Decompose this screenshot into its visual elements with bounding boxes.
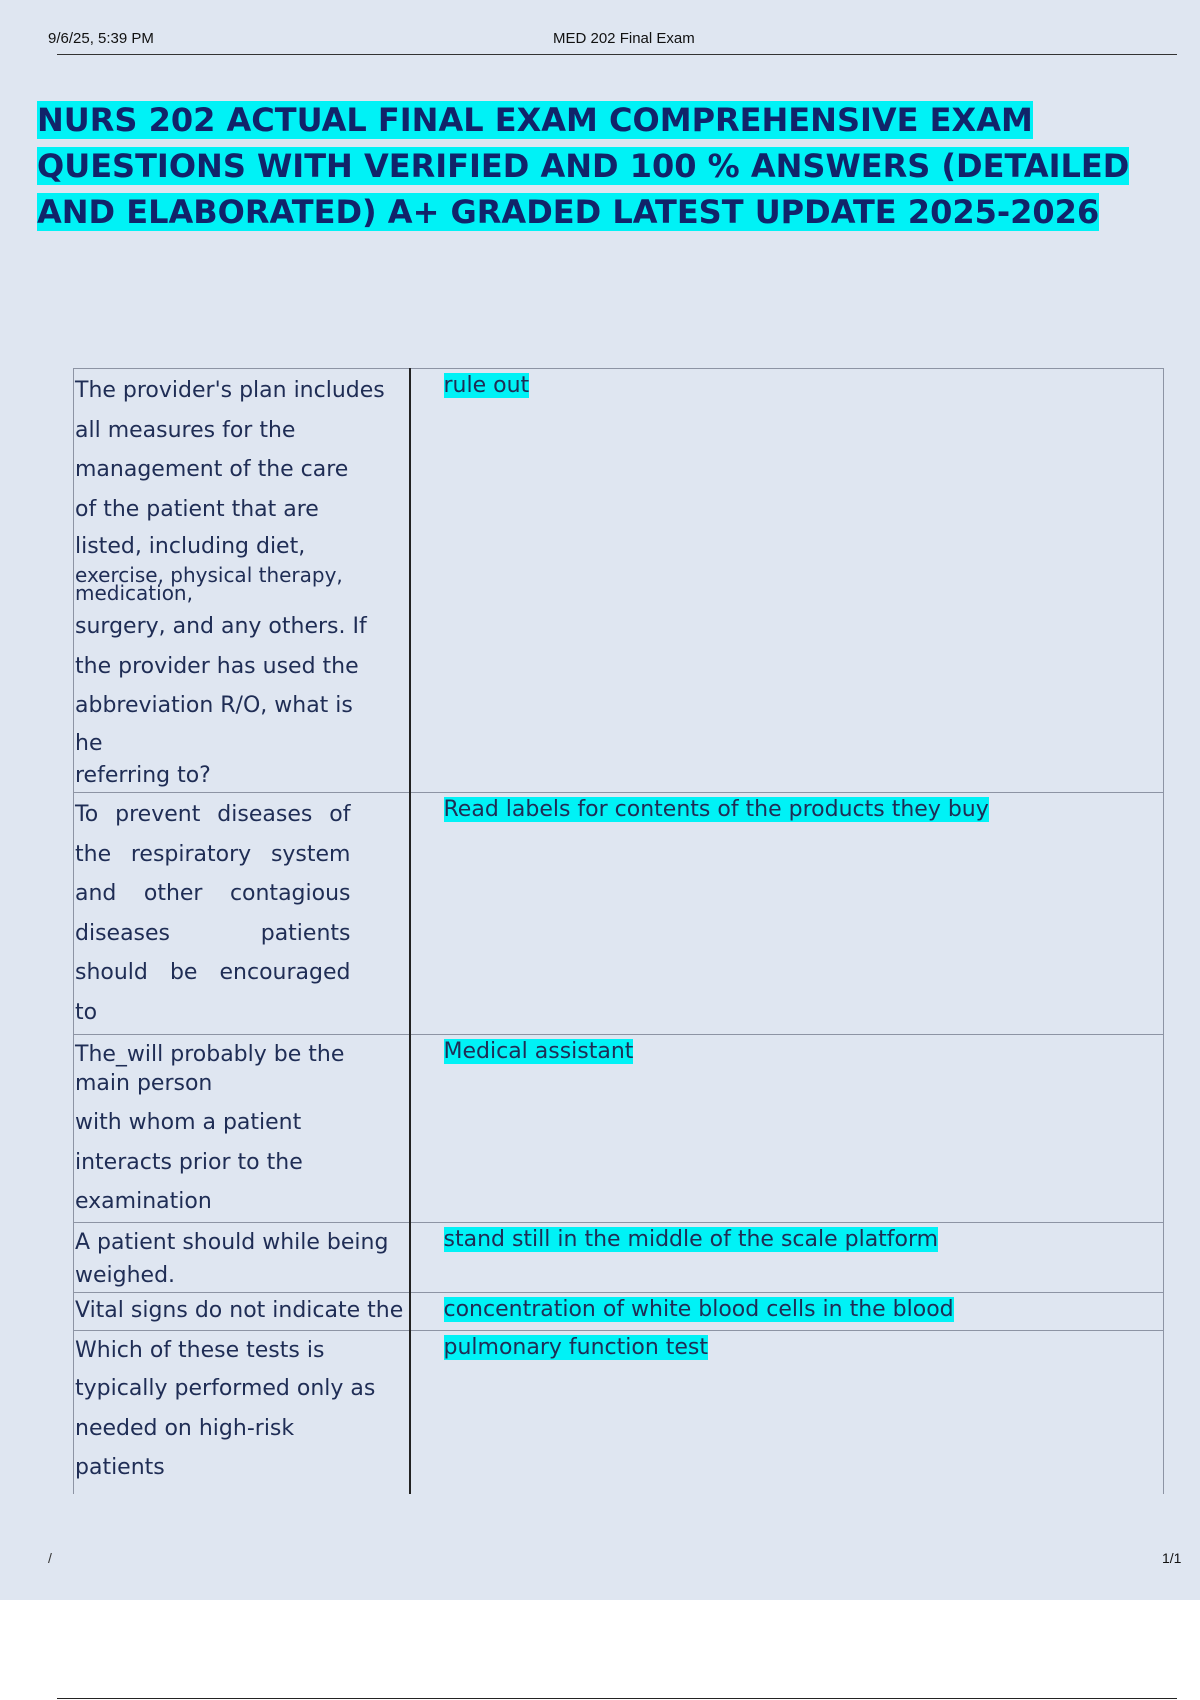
question-line <box>75 914 351 954</box>
answer-cell <box>410 1035 1164 1223</box>
question-word: encouraged <box>219 960 351 985</box>
question-line: management of the care <box>75 457 349 482</box>
document-title <box>37 97 1147 235</box>
question-line: typically performed only as <box>75 1376 376 1401</box>
answer-text: Read labels for contents of the products they buy <box>443 797 989 822</box>
question-line: needed on high-risk <box>75 1415 295 1441</box>
question-line: patients <box>75 1455 165 1480</box>
question-cell <box>74 1331 410 1494</box>
question-word: and <box>75 881 117 906</box>
question-line: the provider has used the <box>75 653 359 679</box>
question-line: Which of these tests is <box>75 1338 325 1363</box>
question-line: The_will probably be the <box>75 1042 345 1067</box>
answer-text: rule out <box>443 373 530 398</box>
question-line: weighed. <box>75 1263 176 1288</box>
question-word: contagious <box>229 881 351 906</box>
question-word: respiratory <box>130 841 252 867</box>
qa-table <box>73 368 1164 1494</box>
question-cell <box>74 793 410 1035</box>
question-cell <box>74 1035 410 1223</box>
answer-cell <box>410 369 1164 793</box>
document-title-text: NURS 202 ACTUAL FINAL EXAM COMPREHENSIVE EXAM QUESTIONS WITH VERIFIED AND 100 % ANSWERS (DETAILED AND ELABORATED) A+ GRADED LATEST UPDATE 2025-2026 <box>37 101 1130 231</box>
table-row <box>74 1293 1164 1331</box>
question-cell <box>74 1293 410 1331</box>
question-line: The provider's plan includes <box>75 378 385 403</box>
answer-cell <box>410 1223 1164 1293</box>
table-row <box>74 793 1164 1035</box>
question-line: examination <box>75 1189 212 1214</box>
print-header-title: MED 202 Final Exam <box>553 30 695 47</box>
question-line: listed, including diet, <box>75 534 306 559</box>
question-word: system <box>270 841 351 867</box>
question-line: medication, <box>75 581 193 605</box>
question-line: of the patient that are <box>75 496 319 522</box>
question-word: of <box>329 802 351 827</box>
question-line <box>75 835 351 875</box>
question-line: Vital signs do not indicate the <box>75 1298 404 1323</box>
question-line: abbreviation R/O, what is <box>75 693 353 718</box>
question-word: other <box>143 881 203 906</box>
question-line: main person <box>75 1071 213 1096</box>
answer-cell <box>410 793 1164 1035</box>
question-line: to <box>75 999 98 1025</box>
question-word: the <box>75 841 112 867</box>
question-line: interacts prior to the <box>75 1149 303 1175</box>
question-line: he <box>75 730 103 756</box>
answer-text: pulmonary function test <box>443 1335 709 1360</box>
question-line: exercise, physical therapy, <box>75 563 343 587</box>
table-row <box>74 1035 1164 1223</box>
question-word: patients <box>260 920 351 946</box>
question-word: should <box>75 960 148 985</box>
question-line <box>75 874 351 914</box>
footer-url: / <box>48 1550 52 1566</box>
print-date: 9/6/25, 5:39 PM <box>48 30 154 47</box>
question-word: To <box>75 802 99 827</box>
question-word: diseases <box>75 920 171 946</box>
question-cell <box>74 369 410 793</box>
question-line: with whom a patient <box>75 1110 302 1135</box>
header-divider <box>57 54 1177 55</box>
question-line: surgery, and any others. If <box>75 614 367 639</box>
question-line: A patient should while being <box>75 1230 389 1255</box>
table-row <box>74 369 1164 793</box>
next-page-divider <box>57 1698 1177 1699</box>
question-line <box>75 953 351 993</box>
question-word: be <box>169 960 198 985</box>
question-line <box>75 795 351 835</box>
question-line: referring to? <box>75 762 211 788</box>
table-row <box>74 1223 1164 1293</box>
question-word: prevent <box>115 802 201 827</box>
table-row <box>74 1331 1164 1494</box>
page-number: 1/1 <box>1162 1550 1182 1566</box>
answer-text: concentration of white blood cells in the blood <box>443 1297 954 1322</box>
answer-cell <box>410 1293 1164 1331</box>
question-line: all measures for the <box>75 417 296 443</box>
answer-text: Medical assistant <box>443 1039 634 1064</box>
question-cell <box>74 1223 410 1293</box>
answer-text: stand still in the middle of the scale platform <box>443 1227 939 1252</box>
question-word: diseases <box>217 802 313 827</box>
answer-cell <box>410 1331 1164 1494</box>
